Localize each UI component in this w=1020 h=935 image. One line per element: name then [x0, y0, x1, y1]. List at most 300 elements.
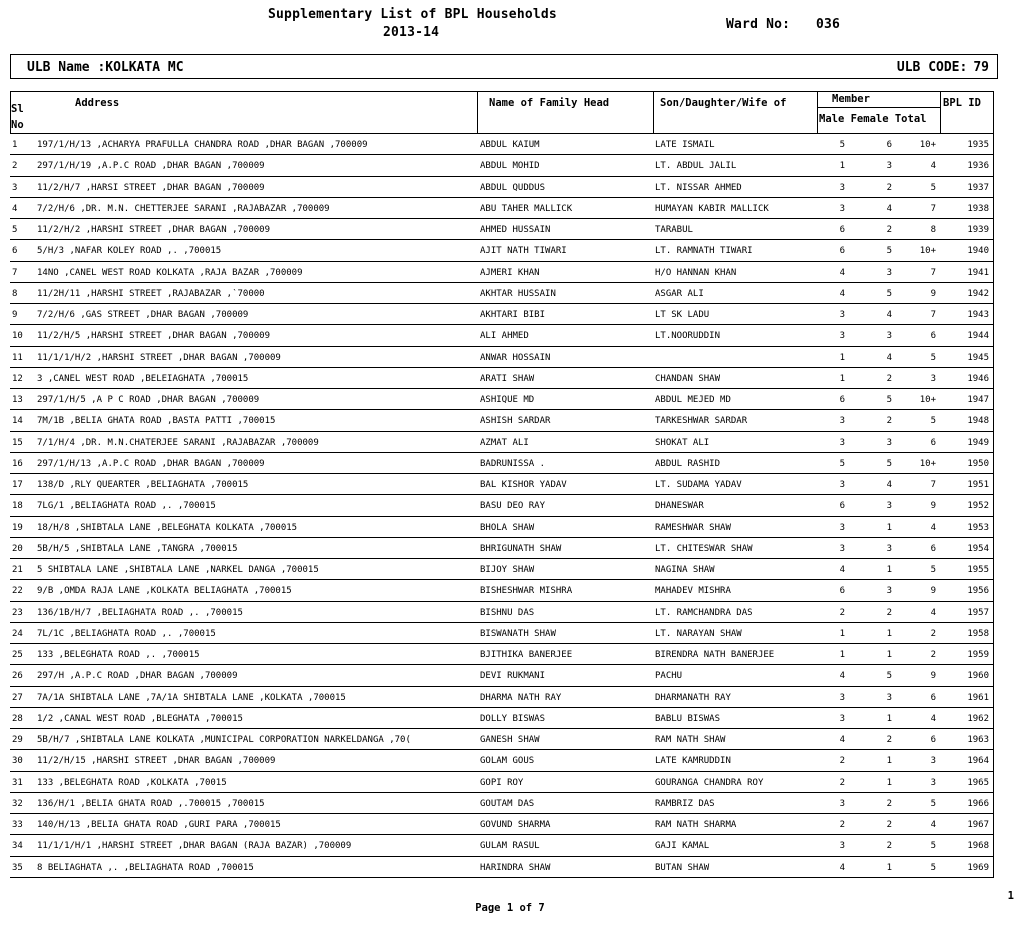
cell-female: 3 — [886, 437, 892, 448]
cell-sl: 30 — [12, 756, 23, 767]
cell-total: 4 — [930, 713, 936, 724]
row-divider — [10, 346, 993, 347]
cell-family-head: BHRIGUNATH SHAW — [480, 543, 562, 554]
cell-female: 1 — [886, 713, 892, 724]
row-divider — [10, 176, 993, 177]
cell-sl: 13 — [12, 395, 23, 405]
cell-bpl-id: 1938 — [967, 203, 989, 214]
cell-total: 10+ — [919, 140, 936, 150]
cell-sl: 16 — [12, 458, 23, 469]
row-divider — [10, 409, 993, 410]
cell-female: 2 — [886, 373, 892, 384]
cell-bpl-id: 1966 — [967, 798, 989, 809]
cell-relation: TARABUL — [655, 225, 693, 235]
cell-total: 9 — [930, 586, 936, 597]
cell-sl: 27 — [12, 692, 23, 703]
cell-female: 3 — [886, 501, 892, 512]
cell-family-head: DEVI RUKMANI — [480, 671, 546, 682]
cell-sl: 11 — [12, 352, 23, 363]
row-divider — [10, 197, 993, 198]
cell-family-head: AHMED HUSSAIN — [480, 225, 551, 235]
cell-male: 3 — [839, 713, 845, 724]
cell-address: 7L/1C ,BELIAGHATA ROAD ,. ,700015 — [37, 628, 216, 639]
cell-family-head: AZMAT ALI — [480, 437, 529, 448]
cell-address: 11/2H/11 ,HARSHI STREET ,RAJABAZAR ,`70000 — [37, 288, 265, 299]
header-sep-member — [940, 91, 941, 134]
cell-relation: BABLU BISWAS — [655, 713, 721, 724]
cell-bpl-id: 1946 — [967, 373, 989, 384]
cell-sl: 9 — [12, 310, 18, 320]
row-divider — [10, 579, 993, 580]
cell-male: 3 — [839, 331, 845, 342]
cell-female: 3 — [886, 692, 892, 703]
cell-total: 4 — [930, 161, 936, 172]
cell-male: 3 — [839, 543, 845, 554]
cell-family-head: GOPI ROY — [480, 777, 524, 788]
cell-sl: 6 — [12, 246, 18, 257]
cell-male: 5 — [839, 140, 845, 150]
header-sep-head — [653, 91, 654, 134]
row-divider — [10, 749, 993, 750]
cell-address: 297/1/H/5 ,A P C ROAD ,DHAR BAGAN ,700009 — [37, 395, 260, 405]
cell-female: 5 — [886, 246, 892, 257]
cell-relation: DHARMANATH RAY — [655, 692, 731, 703]
cell-male: 3 — [839, 798, 845, 809]
ulb-header — [10, 54, 998, 79]
cell-address: 297/1/H/13 ,A.P.C ROAD ,DHAR BAGAN ,700009 — [37, 458, 265, 469]
cell-bpl-id: 1949 — [967, 437, 989, 448]
cell-relation: DHANESWAR — [655, 501, 704, 512]
cell-relation: BIRENDRA NATH BANERJEE — [655, 650, 775, 660]
cell-address: 5B/H/7 ,SHIBTALA LANE KOLKATA ,MUNICIPAL CORPORATION NARKELDANGA ,70( — [37, 735, 411, 745]
cell-total: 5 — [930, 798, 936, 809]
cell-total: 9 — [930, 671, 936, 682]
row-divider — [10, 856, 993, 857]
cell-bpl-id: 1948 — [967, 416, 989, 427]
cell-female: 4 — [886, 310, 892, 320]
cell-sl: 7 — [12, 267, 18, 278]
cell-family-head: BADRUNISSA . — [480, 458, 546, 469]
cell-bpl-id: 1935 — [967, 140, 989, 150]
cell-sl: 20 — [12, 543, 23, 554]
cell-total: 6 — [930, 543, 936, 554]
row-divider — [10, 431, 993, 432]
cell-address: 1/2 ,CANAL WEST ROAD ,BLEGHATA ,700015 — [37, 713, 243, 724]
cell-family-head: BASU DEO RAY — [480, 501, 546, 512]
cell-bpl-id: 1941 — [967, 267, 989, 278]
cell-relation: HUMAYAN KABIR MALLICK — [655, 203, 769, 214]
cell-total: 10+ — [919, 395, 936, 405]
cell-sl: 21 — [12, 565, 23, 575]
report-title: Supplementary List of BPL Households — [268, 7, 557, 22]
cell-bpl-id: 1969 — [967, 862, 989, 873]
cell-relation: LT. SUDAMA YADAV — [655, 480, 742, 490]
cell-total: 3 — [930, 756, 936, 767]
cell-total: 5 — [930, 565, 936, 575]
cell-family-head: BHOLA SHAW — [480, 522, 535, 533]
cell-family-head: BISWANATH SHAW — [480, 628, 556, 639]
cell-bpl-id: 1965 — [967, 777, 989, 788]
cell-total: 7 — [930, 267, 936, 278]
cell-male: 2 — [839, 820, 845, 830]
row-divider — [10, 622, 993, 623]
row-divider — [10, 261, 993, 262]
cell-total: 2 — [930, 628, 936, 639]
header-bottom-border — [10, 133, 993, 134]
cell-bpl-id: 1951 — [967, 480, 989, 490]
row-divider — [10, 282, 993, 283]
cell-total: 7 — [930, 203, 936, 214]
cell-relation: ABDUL MEJED MD — [655, 395, 731, 405]
cell-address: 7M/1B ,BELIA GHATA ROAD ,BASTA PATTI ,700015 — [37, 416, 276, 427]
cell-female: 4 — [886, 352, 892, 363]
cell-bpl-id: 1961 — [967, 692, 989, 703]
cell-male: 3 — [839, 203, 845, 214]
cell-address: 11/1/1/H/1 ,HARSHI STREET ,DHAR BAGAN (RAJA BAZAR) ,700009 — [37, 841, 352, 852]
row-divider — [10, 218, 993, 219]
cell-relation: RAMESHWAR SHAW — [655, 522, 731, 533]
cell-total: 10+ — [919, 246, 936, 257]
row-divider — [10, 558, 993, 559]
row-divider — [10, 494, 993, 495]
cell-family-head: ANWAR HOSSAIN — [480, 352, 551, 363]
cell-male: 1 — [839, 628, 845, 639]
cell-male: 3 — [839, 522, 845, 533]
row-divider — [10, 239, 993, 240]
cell-bpl-id: 1947 — [967, 395, 989, 405]
cell-bpl-id: 1967 — [967, 820, 989, 830]
cell-relation: RAM NATH SHAW — [655, 735, 726, 745]
cell-relation: LT. CHITESWAR SHAW — [655, 543, 753, 554]
cell-relation: LT. NARAYAN SHAW — [655, 628, 742, 639]
cell-total: 5 — [930, 352, 936, 363]
cell-sl: 10 — [12, 331, 23, 342]
cell-family-head: BIJOY SHAW — [480, 565, 535, 575]
cell-bpl-id: 1964 — [967, 756, 989, 767]
cell-total: 10+ — [919, 458, 936, 469]
cell-address: 140/H/13 ,BELIA GHATA ROAD ,GURI PARA ,700015 — [37, 820, 281, 830]
cell-sl: 26 — [12, 671, 23, 682]
cell-bpl-id: 1958 — [967, 628, 989, 639]
cell-total: 6 — [930, 331, 936, 342]
cell-sl: 5 — [12, 225, 18, 235]
header-sep-relation — [817, 91, 818, 134]
cell-sl: 2 — [12, 161, 18, 172]
cell-family-head: GANESH SHAW — [480, 735, 540, 745]
cell-address: 7LG/1 ,BELIAGHATA ROAD ,. ,700015 — [37, 501, 216, 512]
cell-male: 5 — [839, 458, 845, 469]
cell-female: 3 — [886, 331, 892, 342]
col-member-header: Member — [832, 93, 870, 105]
cell-relation: H/O HANNAN KHAN — [655, 267, 737, 278]
cell-sl: 8 — [12, 288, 18, 299]
row-divider — [10, 601, 993, 602]
cell-male: 2 — [839, 756, 845, 767]
cell-address: 11/2/H/7 ,HARSI STREET ,DHAR BAGAN ,700009 — [37, 182, 265, 193]
cell-male: 3 — [839, 437, 845, 448]
cell-relation: RAMBRIZ DAS — [655, 798, 715, 809]
cell-female: 2 — [886, 607, 892, 618]
row-divider — [10, 452, 993, 453]
col-no-header: No — [11, 119, 24, 131]
col-member-subheader: Male Female Total — [819, 113, 927, 125]
cell-female: 6 — [886, 140, 892, 150]
cell-address: 11/2/H/2 ,HARSHI STREET ,DHAR BAGAN ,700009 — [37, 225, 270, 235]
row-divider — [10, 324, 993, 325]
cell-family-head: BISHESHWAR MISHRA — [480, 586, 573, 597]
col-relation-header: Son/Daughter/Wife of — [660, 97, 787, 109]
cell-male: 6 — [839, 246, 845, 257]
cell-address: 197/1/H/13 ,ACHARYA PRAFULLA CHANDRA ROAD ,DHAR BAGAN ,700009 — [37, 140, 368, 150]
cell-sl: 15 — [12, 437, 23, 448]
cell-total: 9 — [930, 501, 936, 512]
cell-female: 2 — [886, 416, 892, 427]
cell-address: 8 BELIAGHATA ,. ,BELIAGHATA ROAD ,700015 — [37, 862, 254, 873]
cell-male: 4 — [839, 267, 845, 278]
cell-sl: 24 — [12, 628, 23, 639]
cell-total: 4 — [930, 820, 936, 830]
cell-male: 3 — [839, 692, 845, 703]
cell-relation: LT. RAMNATH TIWARI — [655, 246, 753, 257]
cell-address: 297/H ,A.P.C ROAD ,DHAR BAGAN ,700009 — [37, 671, 238, 682]
cell-female: 3 — [886, 543, 892, 554]
cell-family-head: GOLAM GOUS — [480, 756, 535, 767]
col-family-head-header: Name of Family Head — [489, 97, 610, 109]
cell-relation: SHOKAT ALI — [655, 437, 710, 448]
cell-female: 4 — [886, 480, 892, 490]
cell-male: 4 — [839, 862, 845, 873]
cell-male: 1 — [839, 352, 845, 363]
cell-male: 4 — [839, 565, 845, 575]
cell-relation: PACHU — [655, 671, 683, 682]
cell-family-head: AJMERI KHAN — [480, 267, 540, 278]
cell-male: 4 — [839, 671, 845, 682]
cell-sl: 31 — [12, 777, 23, 788]
cell-sl: 14 — [12, 416, 23, 427]
cell-relation: LT.NOORUDDIN — [655, 331, 721, 342]
cell-total: 6 — [930, 437, 936, 448]
cell-female: 5 — [886, 671, 892, 682]
cell-sl: 12 — [12, 373, 23, 384]
cell-family-head: BAL KISHOR YADAV — [480, 480, 567, 490]
cell-address: 9/B ,OMDA RAJA LANE ,KOLKATA BELIAGHATA ,700015 — [37, 586, 292, 597]
cell-female: 1 — [886, 522, 892, 533]
col-sl-header: Sl — [11, 103, 24, 115]
cell-bpl-id: 1943 — [967, 310, 989, 320]
ulb-code-label: ULB CODE: — [896, 60, 968, 75]
page-number: 1 — [1007, 890, 1014, 902]
cell-address: 14NO ,CANEL WEST ROAD KOLKATA ,RAJA BAZAR ,700009 — [37, 267, 303, 278]
cell-female: 1 — [886, 777, 892, 788]
cell-male: 1 — [839, 650, 845, 660]
cell-bpl-id: 1955 — [967, 565, 989, 575]
cell-bpl-id: 1959 — [967, 650, 989, 660]
table-top-border — [10, 91, 993, 92]
cell-address: 7/1/H/4 ,DR. M.N.CHATERJEE SARANI ,RAJABAZAR ,700009 — [37, 437, 319, 448]
cell-total: 6 — [930, 692, 936, 703]
cell-female: 5 — [886, 288, 892, 299]
cell-address: 136/1B/H/7 ,BELIAGHATA ROAD ,. ,700015 — [37, 607, 243, 618]
cell-sl: 3 — [12, 182, 18, 193]
cell-male: 3 — [839, 416, 845, 427]
cell-total: 6 — [930, 735, 936, 745]
cell-bpl-id: 1944 — [967, 331, 989, 342]
table-right-border — [993, 134, 994, 878]
member-divider — [817, 107, 940, 108]
report-year: 2013-14 — [383, 25, 440, 40]
cell-address: 11/2/H/15 ,HARSHI STREET ,DHAR BAGAN ,700009 — [37, 756, 276, 767]
page-indicator: Page 1 of 7 — [475, 902, 545, 914]
cell-address: 11/2/H/5 ,HARSHI STREET ,DHAR BAGAN ,700009 — [37, 331, 270, 342]
cell-female: 1 — [886, 862, 892, 873]
cell-address: 7A/1A SHIBTALA LANE ,7A/1A SHIBTALA LANE ,KOLKATA ,700015 — [37, 692, 346, 703]
cell-relation: RAM NATH SHARMA — [655, 820, 737, 830]
cell-bpl-id: 1952 — [967, 501, 989, 512]
cell-bpl-id: 1963 — [967, 735, 989, 745]
cell-relation: LATE ISMAIL — [655, 140, 715, 150]
cell-relation: GAJI KAMAL — [655, 841, 710, 852]
cell-sl: 25 — [12, 650, 23, 660]
cell-male: 6 — [839, 395, 845, 405]
cell-address: 7/2/H/6 ,DR. M.N. CHETTERJEE SARANI ,RAJABAZAR ,700009 — [37, 203, 330, 214]
cell-address: 5/H/3 ,NAFAR KOLEY ROAD ,. ,700015 — [37, 246, 222, 257]
cell-sl: 17 — [12, 480, 23, 490]
cell-female: 1 — [886, 756, 892, 767]
row-divider — [10, 473, 993, 474]
cell-relation: LATE KAMRUDDIN — [655, 756, 731, 767]
cell-bpl-id: 1957 — [967, 607, 989, 618]
cell-family-head: ALI AHMED — [480, 331, 529, 342]
cell-relation: LT SK LADU — [655, 310, 710, 320]
row-divider — [10, 643, 993, 644]
cell-total: 7 — [930, 310, 936, 320]
cell-bpl-id: 1936 — [967, 161, 989, 172]
cell-male: 1 — [839, 161, 845, 172]
cell-total: 2 — [930, 650, 936, 660]
row-divider — [10, 792, 993, 793]
cell-female: 3 — [886, 267, 892, 278]
cell-female: 2 — [886, 735, 892, 745]
cell-address: 18/H/8 ,SHIBTALA LANE ,BELEGHATA KOLKATA ,700015 — [37, 522, 298, 533]
cell-bpl-id: 1954 — [967, 543, 989, 554]
col-bpl-id-header: BPL ID — [943, 97, 981, 109]
cell-total: 8 — [930, 225, 936, 235]
row-divider — [10, 516, 993, 517]
cell-female: 2 — [886, 225, 892, 235]
cell-female: 3 — [886, 161, 892, 172]
row-divider — [10, 707, 993, 708]
cell-male: 3 — [839, 841, 845, 852]
cell-bpl-id: 1940 — [967, 246, 989, 257]
cell-male: 1 — [839, 373, 845, 384]
cell-female: 2 — [886, 798, 892, 809]
cell-female: 3 — [886, 586, 892, 597]
header-right-border — [993, 91, 994, 134]
cell-total: 5 — [930, 862, 936, 873]
row-divider — [10, 813, 993, 814]
cell-address: 297/1/H/19 ,A.P.C ROAD ,DHAR BAGAN ,700009 — [37, 161, 265, 172]
cell-male: 2 — [839, 607, 845, 618]
cell-family-head: ASHISH SARDAR — [480, 416, 551, 427]
cell-total: 9 — [930, 288, 936, 299]
cell-sl: 35 — [12, 862, 23, 873]
cell-family-head: GOVUND SHARMA — [480, 820, 551, 830]
cell-total: 5 — [930, 416, 936, 427]
cell-sl: 18 — [12, 501, 23, 512]
cell-sl: 1 — [12, 140, 18, 150]
cell-family-head: ARATI SHAW — [480, 373, 535, 384]
cell-sl: 32 — [12, 798, 23, 809]
cell-female: 5 — [886, 458, 892, 469]
cell-relation: TARKESHWAR SARDAR — [655, 416, 748, 427]
cell-family-head: BISHNU DAS — [480, 607, 535, 618]
cell-sl: 29 — [12, 735, 23, 745]
cell-male: 6 — [839, 586, 845, 597]
col-address-header: Address — [75, 97, 120, 109]
cell-family-head: DHARMA NATH RAY — [480, 692, 562, 703]
cell-family-head: ABDUL QUDDUS — [480, 182, 546, 193]
row-divider — [10, 686, 993, 687]
cell-sl: 33 — [12, 820, 23, 830]
cell-bpl-id: 1939 — [967, 225, 989, 235]
cell-male: 4 — [839, 735, 845, 745]
cell-relation: CHANDAN SHAW — [655, 373, 721, 384]
cell-family-head: AKHTAR HUSSAIN — [480, 288, 556, 299]
row-divider — [10, 664, 993, 665]
cell-total: 5 — [930, 182, 936, 193]
cell-address: 133 ,BELEGHATA ROAD ,. ,700015 — [37, 650, 200, 660]
cell-family-head: ASHIQUE MD — [480, 395, 535, 405]
cell-relation: LT. ABDUL JALIL — [655, 161, 737, 172]
cell-address: 138/D ,RLY QUEARTER ,BELIAGHATA ,700015 — [37, 480, 249, 490]
cell-total: 5 — [930, 841, 936, 852]
cell-bpl-id: 1942 — [967, 288, 989, 299]
cell-address: 7/2/H/6 ,GAS STREET ,DHAR BAGAN ,700009 — [37, 310, 249, 320]
cell-female: 5 — [886, 395, 892, 405]
cell-bpl-id: 1950 — [967, 458, 989, 469]
cell-male: 3 — [839, 182, 845, 193]
cell-male: 6 — [839, 501, 845, 512]
ward-label: Ward No: — [726, 17, 791, 32]
cell-address: 3 ,CANEL WEST ROAD ,BELEIAGHATA ,700015 — [37, 373, 249, 384]
cell-bpl-id: 1956 — [967, 586, 989, 597]
cell-total: 7 — [930, 480, 936, 490]
row-divider — [10, 771, 993, 772]
cell-male: 3 — [839, 480, 845, 490]
cell-relation: LT. NISSAR AHMED — [655, 182, 742, 193]
cell-female: 1 — [886, 628, 892, 639]
cell-family-head: ABDUL KAIUM — [480, 140, 540, 150]
cell-address: 133 ,BELEGHATA ROAD ,KOLKATA ,70015 — [37, 777, 227, 788]
cell-family-head: GULAM RASUL — [480, 841, 540, 852]
ward-number: 036 — [816, 17, 841, 32]
row-divider — [10, 154, 993, 155]
cell-family-head: ABDUL MOHID — [480, 161, 540, 172]
cell-bpl-id: 1945 — [967, 352, 989, 363]
cell-family-head: DOLLY BISWAS — [480, 713, 546, 724]
cell-family-head: HARINDRA SHAW — [480, 862, 551, 873]
cell-sl: 4 — [12, 203, 18, 214]
row-divider — [10, 834, 993, 835]
cell-female: 2 — [886, 182, 892, 193]
cell-total: 3 — [930, 373, 936, 384]
cell-bpl-id: 1937 — [967, 182, 989, 193]
cell-bpl-id: 1968 — [967, 841, 989, 852]
cell-relation: ABDUL RASHID — [655, 458, 721, 469]
cell-bpl-id: 1962 — [967, 713, 989, 724]
cell-sl: 34 — [12, 841, 23, 852]
row-divider — [10, 728, 993, 729]
